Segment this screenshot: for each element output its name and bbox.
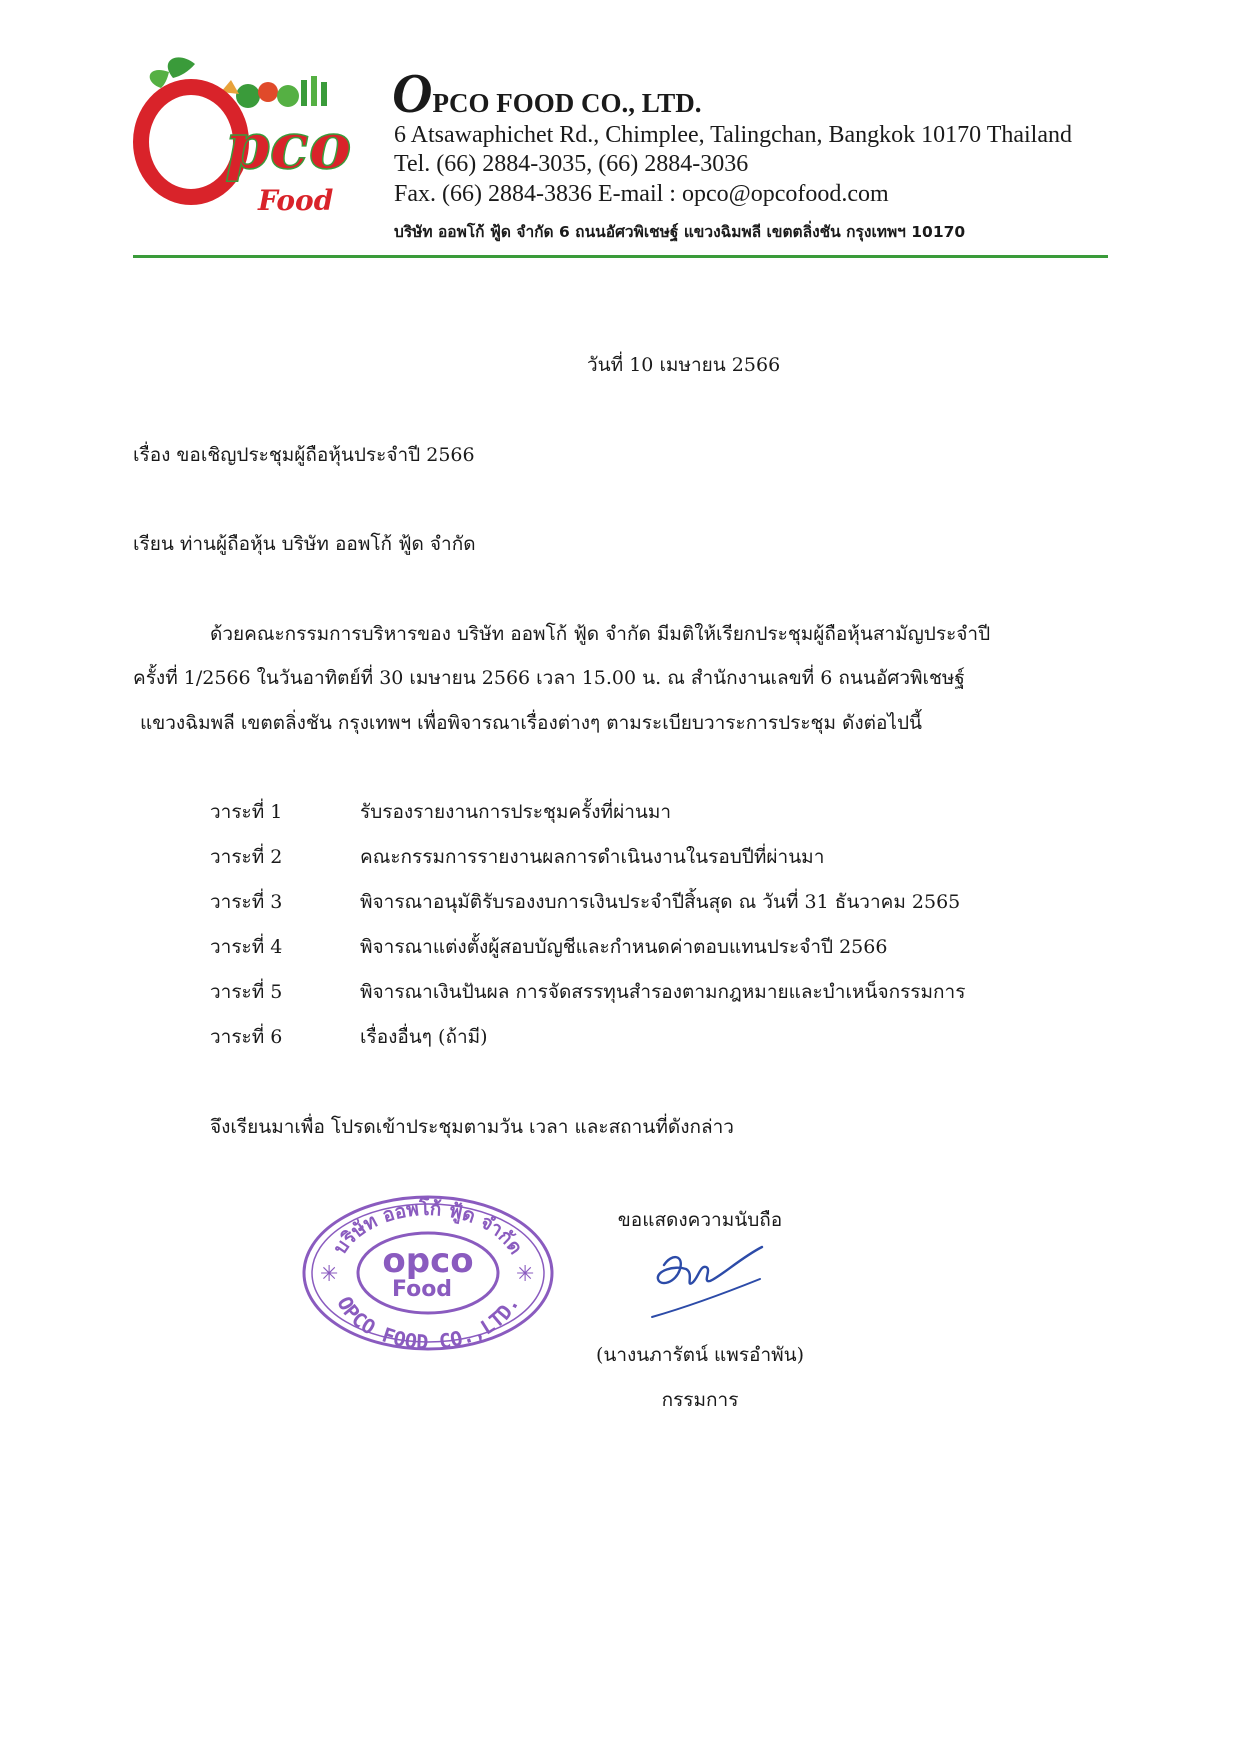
company-address-en: 6 Atsawaphichet Rd., Chimplee, Talingchan, Bangkok 10170 Thailand: [394, 122, 1072, 148]
signer-name: (นางนภารัตน์ แพรอำพัน): [595, 1344, 805, 1366]
agenda-text: รับรองรายงานการประชุมครั้งที่ผ่านมา: [360, 801, 672, 823]
svg-text:pco: pco: [225, 109, 352, 184]
stamp-bottom-text: OPCO FOOD CO.,LTD.: [332, 1292, 524, 1353]
header-divider: [133, 255, 1108, 258]
logo-subtext: Food: [258, 184, 334, 217]
signature: [650, 1235, 775, 1330]
agenda-number: วาระที่ 5: [210, 981, 283, 1003]
agenda-text: เรื่องอื่นๆ (ถ้ามี): [360, 1026, 488, 1048]
agenda-number: วาระที่ 4: [210, 936, 283, 958]
agenda-number: วาระที่ 2: [210, 846, 283, 868]
stamp-top-text: บริษัท ออพโก้ ฟู้ด จำกัด: [329, 1197, 527, 1259]
agenda-text: พิจารณาแต่งตั้งผู้สอบบัญชีและกำหนดค่าตอบแทนประจำปี 2566: [360, 936, 888, 958]
letter-subject: เรื่อง ขอเชิญประชุมผู้ถือหุ้นประจำปี 2566: [133, 444, 475, 466]
agenda-number: วาระที่ 6: [210, 1026, 283, 1048]
company-fax-email: Fax. (66) 2884-3836 E-mail : opco@opcofood.com: [394, 181, 889, 207]
agenda-number: วาระที่ 3: [210, 891, 283, 913]
stamp-star-icon: ✳: [320, 1262, 339, 1287]
signer-title: กรรมการ: [661, 1389, 739, 1411]
stamp-center-2: Food: [391, 1277, 453, 1302]
body-line: ครั้งที่ 1/2566 ในวันอาทิตย์ที่ 30 เมษายน 2566 เวลา 15.00 น. ณ สำนักงานเลขที่ 6 ถนนอัศวพิเชษฐ์: [133, 667, 965, 689]
body-line: แขวงฉิมพลี เขตตลิ่งชัน กรุงเทพฯ เพื่อพิจารณาเรื่องต่างๆ ตามระเบียบวาระการประชุม ดังต่อไปนี้: [140, 712, 922, 734]
company-name: OPCO FOOD CO., LTD.: [392, 63, 702, 125]
letter-date: วันที่ 10 เมษายน 2566: [587, 354, 781, 376]
agenda-text: คณะกรรมการรายงานผลการดำเนินงานในรอบปีที่ผ่านมา: [360, 846, 825, 868]
stamp-center-1: opco: [382, 1241, 474, 1281]
company-stamp: [300, 1193, 555, 1353]
agenda-number: วาระที่ 1: [210, 801, 283, 823]
agenda-text: พิจารณาอนุมัติรับรองงบการเงินประจำปีสิ้นสุด ณ วันที่ 31 ธันวาคม 2565: [360, 891, 961, 913]
regards: ขอแสดงความนับถือ: [617, 1209, 783, 1231]
company-address-th: บริษัท ออพโก้ ฟู้ด จำกัด 6 ถนนอัศวพิเชษฐ์ แขวงฉิมพลี เขตตลิ่งชัน กรุงเทพฯ 10170: [394, 223, 966, 241]
company-logo: [133, 50, 373, 220]
letter-recipient: เรียน ท่านผู้ถือหุ้น บริษัท ออพโก้ ฟู้ด จำกัด: [133, 533, 476, 555]
closing-line: จึงเรียนมาเพื่อ โปรดเข้าประชุมตามวัน เวลา และสถานที่ดังกล่าว: [210, 1116, 734, 1138]
agenda-text: พิจารณาเงินปันผล การจัดสรรทุนสำรองตามกฎหมายและบำเหน็จกรรมการ: [360, 981, 966, 1003]
company-tel: Tel. (66) 2884-3035, (66) 2884-3036: [394, 151, 749, 177]
body-line: ด้วยคณะกรรมการบริหารของ บริษัท ออพโก้ ฟู้ด จำกัด มีมติให้เรียกประชุมผู้ถือหุ้นสามัญประจำปี: [210, 623, 991, 645]
stamp-star-icon: ✳: [516, 1262, 535, 1287]
